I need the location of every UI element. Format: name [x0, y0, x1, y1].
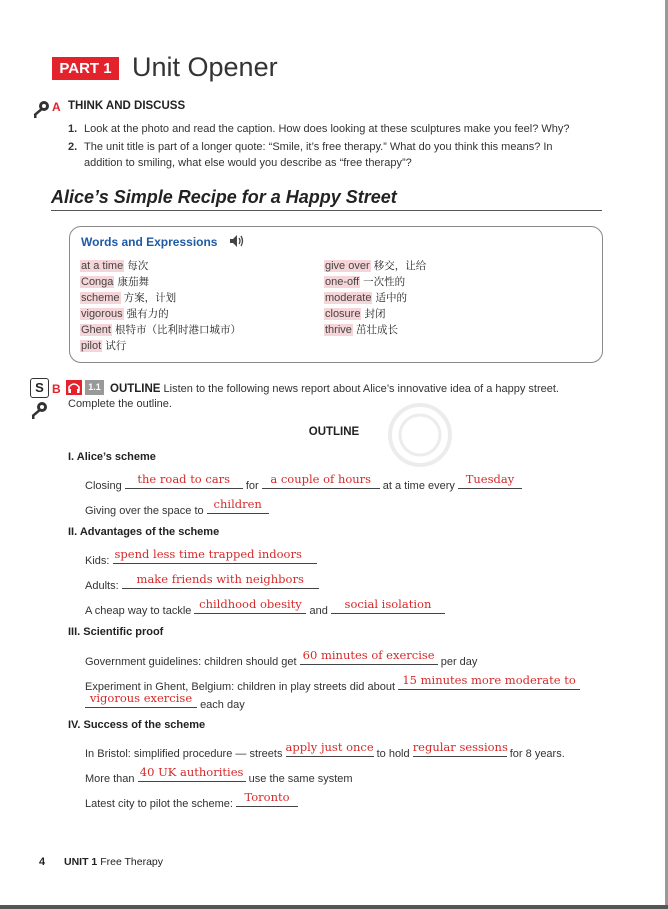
article-title: Alice’s Simple Recipe for a Happy Street [51, 187, 397, 207]
page-title: Unit Opener [132, 52, 278, 82]
outline-line-kids: Kids: spend less time trapped indoors [85, 550, 317, 567]
outline-heading-2: II. Advantages of the scheme [68, 526, 220, 538]
page-bottom-edge [0, 905, 668, 909]
section-b-heading: OUTLINE [110, 383, 161, 395]
question-number: 1. [68, 123, 78, 135]
outline-line-latest-city: Latest city to pilot the scheme: Toronto [85, 793, 298, 810]
vocab-item: at a time 每次 [81, 260, 149, 272]
s-badge-icon: S [30, 378, 49, 398]
vocab-item: moderate 适中的 [325, 292, 408, 304]
question-number: 2. [68, 141, 78, 153]
answer-blank[interactable]: make friends with neighbors [122, 575, 319, 589]
question-1 [68, 121, 628, 137]
vocab-item: pilot 试行 [81, 340, 127, 352]
answer-blank[interactable]: children [207, 500, 269, 514]
headphones-icon[interactable] [66, 380, 82, 395]
track-badge: 1.1 [85, 380, 104, 395]
answer-blank[interactable]: Toronto [236, 793, 298, 807]
outline-line-more-than: More than 40 UK authorities use the same system [85, 765, 353, 785]
vocab-item: Conga 康茄舞 [81, 276, 149, 288]
vocab-item: give over 移交，让给 [325, 260, 427, 272]
answer-blank[interactable]: the road to cars [125, 475, 243, 489]
section-a-heading: THINK AND DISCUSS [68, 100, 186, 112]
outline-line-experiment: Experiment in Ghent, Belgium: children in play streets did about 15 minutes more moderate to [85, 676, 580, 693]
vocab-item: Ghent 根特市（比利时港口城市） [81, 324, 242, 336]
answer-blank[interactable]: 40 UK authorities [138, 768, 246, 782]
outline-line-giving-over: Giving over the space to children [85, 500, 269, 517]
outline-line-bristol: In Bristol: simplified procedure — streets apply just once to hold regular sessions for 8 years. [85, 740, 565, 760]
question-text: The unit title is part of a longer quote: “Smile, it’s free therapy.” What do you think this means? In [84, 141, 553, 153]
outline-line-cheap-way: A cheap way to tackle childhood obesity and social isolation [85, 600, 445, 617]
answer-blank[interactable]: apply just once [286, 743, 374, 757]
answer-blank[interactable]: 15 minutes more moderate to [398, 676, 580, 690]
question-2 [68, 139, 628, 155]
section-b-instruction [110, 381, 630, 397]
section-b-letter: B [52, 382, 61, 396]
answer-blank[interactable]: Tuesday [458, 475, 522, 489]
key-icon [30, 99, 52, 121]
instruction-text: Listen to the following news report about Alice’s innovative idea of a happy street. [163, 383, 559, 395]
footer-unit-label: UNIT 1 [64, 856, 98, 868]
outline-line-closing: Closing the road to cars for a couple of hours at a time every Tuesday [85, 475, 522, 492]
speaker-icon[interactable] [229, 234, 245, 248]
outline-heading-3: III. Scientific proof [68, 626, 164, 638]
footer-unit [64, 856, 163, 868]
vocab-left-column [80, 258, 241, 354]
vocab-item: scheme 方案，计划 [81, 292, 177, 304]
answer-blank[interactable]: a couple of hours [262, 475, 380, 489]
title-rule [51, 210, 602, 211]
answer-blank[interactable]: 60 minutes of exercise [300, 651, 438, 665]
key-icon [28, 400, 50, 422]
outline-line-guidelines: Government guidelines: children should get 60 minutes of exercise per day [85, 648, 478, 668]
section-a-letter: A [52, 100, 61, 114]
vocab-item: thrive 茁壮成长 [325, 324, 398, 336]
page-number: 4 [39, 856, 46, 868]
question-2-cont: addition to smiling, what else would you describe as “free therapy”? [84, 157, 412, 169]
answer-blank[interactable]: spend less time trapped indoors [113, 550, 317, 564]
outline-title: OUTLINE [308, 426, 360, 438]
answer-blank[interactable]: social isolation [331, 600, 445, 614]
outline-heading-1: I. Alice’s scheme [68, 451, 156, 463]
answer-blank[interactable]: regular sessions [413, 743, 507, 757]
outline-heading-4: IV. Success of the scheme [68, 719, 206, 731]
answer-blank[interactable]: vigorous exercise [85, 694, 197, 708]
vocab-item: one-off 一次性的 [325, 276, 406, 288]
answer-blank[interactable]: childhood obesity [194, 600, 306, 614]
vocab-item: closure 封闭 [325, 308, 386, 320]
outline-line-experiment-cont: vigorous exercise each day [85, 694, 245, 711]
question-text: Look at the photo and read the caption. How does looking at these sculptures make you feel? Why? [84, 123, 570, 135]
vocab-right-column [324, 258, 426, 338]
part-badge: PART 1 [52, 57, 119, 80]
vocab-item: vigorous 强有力的 [81, 308, 169, 320]
words-box-title: Words and Expressions [81, 235, 218, 249]
section-b-instruction-cont: Complete the outline. [68, 398, 172, 410]
outline-line-adults: Adults: make friends with neighbors [85, 575, 319, 592]
footer-unit-title: Free Therapy [100, 856, 164, 868]
